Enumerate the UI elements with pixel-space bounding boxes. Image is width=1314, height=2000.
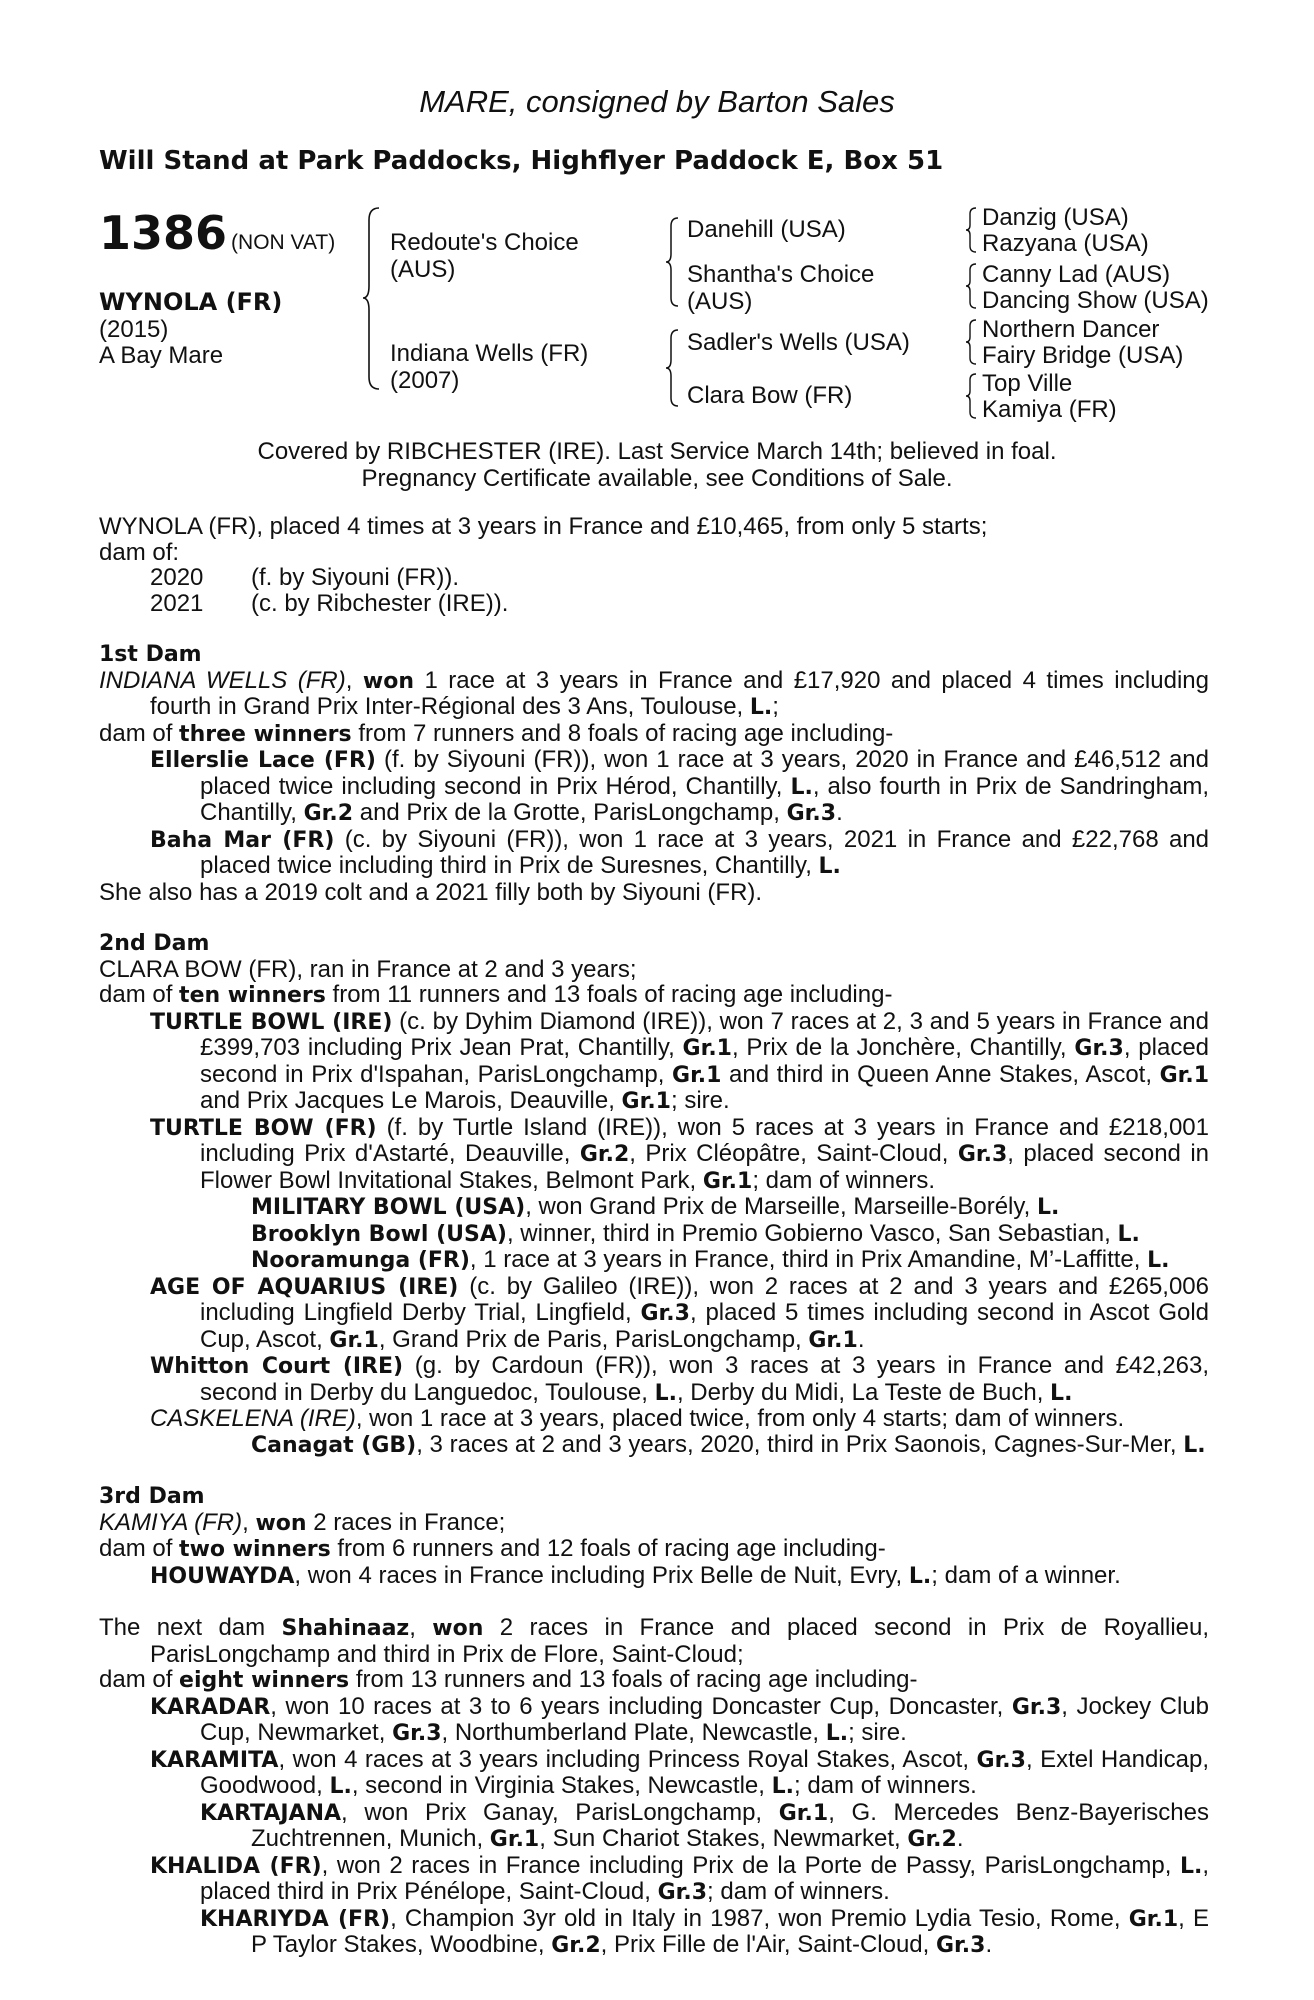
produce-text: , won 10 races at 3 to 6 years including Doncaster Cup, Doncaster, [270, 1692, 1004, 1720]
damof-label: dam of [99, 981, 173, 1008]
lot-header [99, 206, 335, 260]
produce-entry [99, 1853, 1209, 1906]
produce-text: , Northumberland Plate, Newcastle, [441, 1719, 820, 1746]
first-dam-record: INDIANA WELLS (FR), won 1 race at 3 years in France and £17,920 and placed 4 times including fourth in Grand Prix Inter-Régional des 3 Ans, Toulouse, L.; [99, 666, 1209, 720]
grade-label: Gr.1 [329, 1327, 379, 1353]
produce-name: KARTAJANA [200, 1800, 342, 1826]
produce-text: , placed second in Prix d'Ispahan, ParisLongchamp, [200, 1034, 1210, 1088]
produce-entry [99, 1694, 1209, 1747]
produce-entry [99, 827, 1209, 880]
grade-label: Gr.1 [682, 1036, 732, 1061]
produce-text: (f. by Turtle Island (IRE)), won 5 races at 3 years in France and £218,001 including Prix d'Astarté, Deauville, [200, 1113, 1209, 1167]
summary-damof: dam of: [99, 538, 180, 566]
produce-text: ; dam of winners. [707, 1878, 890, 1905]
produce-name: Whitton Court (IRE) [150, 1354, 404, 1379]
pedigree-brace-dd [964, 372, 978, 420]
grade-label: Gr.1 [1159, 1062, 1210, 1088]
progeny-year: 2021 [150, 589, 204, 617]
produce-text: , placed 5 times including second in Ascot Gold Cup, Ascot, [200, 1299, 1210, 1353]
produce-entry [99, 747, 1209, 827]
grade-label: Gr.3 [657, 1880, 708, 1905]
covering-info [0, 438, 1314, 492]
fourth-dam-produce [99, 1667, 1209, 1694]
foaling-year: (2015) [99, 316, 169, 343]
grade-label: Gr.3 [957, 1142, 1008, 1167]
third-dam-produce [99, 1536, 1209, 1563]
grade-label: Gr.1 [489, 1827, 540, 1852]
grade-label: L. [908, 1563, 932, 1589]
won-label: won [255, 1510, 307, 1536]
grade-label: Gr.2 [579, 1142, 630, 1167]
produce-text: , placed third in Prix Pénélope, Saint-Cloud, [200, 1851, 1210, 1905]
grandproduce-entry [99, 1194, 1209, 1221]
pedigree-dds: Top Ville [982, 370, 1073, 397]
progeny-year: 2020 [150, 564, 204, 591]
damof-label: dam of [99, 719, 173, 747]
produce-text: (c. by Dyhim Diamond (IRE)), won 7 races at 2, 3 and 5 years in France and £399,703 including Prix Jean Prat, Chantilly, [200, 1007, 1209, 1061]
grade-label: L. [654, 1380, 677, 1406]
record-text: 2 races in France; [313, 1508, 506, 1536]
pedigree-sdd: Dancing Show (USA) [982, 287, 1209, 314]
produce-text: , won Grand Prix de Marseille, Marseille-Borély, [525, 1193, 1031, 1220]
produce-text: ; sire. [670, 1087, 730, 1114]
produce-text: , won 4 races at 3 years including Princess Royal Stakes, Ascot, [278, 1745, 970, 1773]
grade-label: Gr.3 [640, 1301, 690, 1326]
pedigree-sire [390, 229, 579, 283]
produce-text: . [836, 799, 843, 826]
grade-label: Gr.3 [786, 801, 837, 826]
damof-rest: from 11 runners and 13 foals of racing age including- [332, 981, 893, 1008]
produce-name: Baha Mar (FR) [150, 827, 335, 853]
produce-text: ; sire. [848, 1719, 907, 1746]
next-dam-lead: The next dam [99, 1614, 266, 1641]
produce-entry [99, 1563, 1209, 1590]
produce-text: and Prix de la Grotte, ParisLongchamp, [359, 799, 780, 826]
produce-text: . [985, 1931, 993, 1958]
produce-text: , winner, third in Premio Gobierno Vasco, San Sebastian, [506, 1219, 1111, 1247]
produce-text: . [857, 1325, 865, 1353]
produce-name: Nooramunga (FR) [251, 1248, 470, 1273]
grade-label: L. [771, 1774, 794, 1799]
second-dam-produce [99, 982, 1209, 1009]
produce-text: , Sun Chariot Stakes, Newmarket, [539, 1825, 901, 1852]
produce-entry [99, 1353, 1209, 1406]
produce-name: AGE OF AQUARIUS (IRE) [150, 1274, 459, 1300]
produce-text: ; dam of winners. [752, 1166, 936, 1194]
produce-name: KHARIYDA (FR) [200, 1906, 391, 1932]
won-label: won [432, 1616, 484, 1641]
third-dam-name: KAMIYA (FR) [99, 1508, 243, 1536]
grade-label: Gr.1 [621, 1089, 671, 1114]
grade-label: L. [749, 695, 773, 720]
produce-text: (f. by Siyouni (FR)), won 1 race at 3 years, 2020 in France and £46,512 and placed twice including second in Prix Hérod, Chantilly, [200, 746, 1210, 800]
second-dam-heading: 2nd Dam [99, 931, 210, 956]
produce-name: CASKELENA (IRE) [150, 1405, 356, 1432]
pedigree-notes [99, 514, 1209, 1959]
produce-entry [99, 1406, 1209, 1432]
pedigree-brace-ds [964, 318, 978, 366]
grandproduce-entry [99, 1432, 1209, 1459]
produce-name: Ellerslie Lace (FR) [150, 748, 376, 773]
grandproduce-entry [99, 1247, 1209, 1274]
produce-name: KARAMITA [150, 1747, 279, 1773]
produce-name: TURTLE BOW (FR) [150, 1115, 377, 1141]
pedigree-dss: Northern Dancer [982, 316, 1160, 343]
produce-text: , 3 races at 2 and 3 years, 2020, third in Prix Saonois, Cagnes-Sur-Mer, [416, 1430, 1177, 1458]
winners-count: ten winners [179, 983, 326, 1008]
record-text: 1 race at 3 years in France and £17,920 and placed 4 times including fourth in Grand Prix Inter-Régional des 3 Ans, Toulouse, [150, 666, 1209, 720]
first-dam-heading: 1st Dam [99, 642, 202, 667]
grade-label: L. [1147, 1248, 1170, 1273]
produce-text: , also fourth in Prix de Sandringham, Chantilly, [200, 772, 1209, 826]
grade-label: Gr.1 [808, 1327, 858, 1353]
produce-text: (g. by Cardoun (FR)), won 3 races at 3 years in France and £42,263, second in Derby du Languedoc, Toulouse, [200, 1352, 1209, 1406]
grade-label: L. [818, 854, 841, 879]
pedigree-sds: Canny Lad (AUS) [982, 261, 1171, 288]
record-text: 2 races in France and placed second in Prix de Royallieu, ParisLongchamp and third in Prix de Flore, Saint-Cloud; [150, 1614, 1210, 1668]
pedigree-dsd: Fairy Bridge (USA) [982, 342, 1184, 369]
produce-text: ; dam of a winner. [931, 1561, 1121, 1589]
grandproduce-entry [99, 1906, 1209, 1959]
grade-label: L. [1183, 1432, 1206, 1458]
produce-entry [99, 1115, 1209, 1195]
produce-name: TURTLE BOWL (IRE) [150, 1009, 393, 1035]
produce-text: , placed second in Flower Bowl Invitational Stakes, Belmont Park, [200, 1140, 1210, 1194]
consignor-heading: MARE, consigned by Barton Sales [419, 84, 895, 119]
grade-label: Gr.2 [551, 1933, 601, 1958]
separator: , [242, 1508, 249, 1536]
grade-label: Gr.1 [672, 1062, 722, 1088]
produce-name: KARADAR [150, 1694, 271, 1720]
grade-label: L. [825, 1721, 849, 1746]
produce-name: Brooklyn Bowl (USA) [251, 1221, 507, 1247]
second-dam-record: CLARA BOW (FR), ran in France at 2 and 3 years; [99, 955, 637, 983]
produce-text: . [956, 1825, 964, 1852]
grade-label: Gr.3 [976, 1747, 1026, 1773]
progeny-row [99, 591, 1209, 617]
produce-text: , won Prix Ganay, ParisLongchamp, [341, 1798, 763, 1826]
fourth-dam-record [99, 1615, 1209, 1667]
dam-year: (2007) [390, 367, 460, 394]
pedigree-dam [390, 340, 588, 394]
produce-text: and third in Queen Anne Stakes, Ascot, [729, 1060, 1153, 1088]
winners-count: eight winners [179, 1668, 350, 1693]
produce-text: (c. by Siyouni (FR)), won 1 race at 3 years, 2021 in France and £22,768 and placed twice including third in Prix de Suresnes, Chantilly, [200, 825, 1210, 879]
first-dam-name: INDIANA WELLS (FR) [99, 666, 346, 694]
grade-label: L. [1050, 1380, 1073, 1406]
sire-name: Redoute's Choice [390, 229, 579, 256]
grade-label: Gr.1 [702, 1168, 753, 1194]
progeny-text: (c. by Ribchester (IRE)). [251, 589, 509, 617]
damof-rest: from 13 runners and 13 foals of racing age including- [355, 1666, 918, 1693]
winners-count: three winners [179, 721, 352, 747]
horse-name: WYNOLA (FR) [99, 288, 283, 316]
grade-label: Gr.3 [1011, 1694, 1062, 1720]
winners-count: two winners [179, 1537, 331, 1562]
vat-status: (NON VAT) [231, 231, 336, 254]
sire-country: (AUS) [390, 256, 456, 283]
produce-text: , E P Taylor Stakes, Woodbine, [251, 1904, 1210, 1958]
grandproduce-entry [99, 1221, 1209, 1248]
pedigree-sd-country: (AUS) [687, 288, 753, 315]
won-label: won [362, 668, 414, 694]
fourth-dam-name: Shahinaaz [281, 1616, 410, 1641]
progeny-row [99, 565, 1209, 591]
grade-label: L. [790, 774, 813, 800]
damof-label: dam of [99, 1535, 173, 1562]
pedigree-brace-main [361, 206, 381, 391]
stand-location: Will Stand at Park Paddocks, Highflyer Paddock E, Box 51 [99, 146, 944, 176]
grade-label: Gr.1 [1128, 1906, 1179, 1932]
grade-label: Gr.2 [303, 801, 354, 826]
produce-name: KHALIDA (FR) [150, 1853, 322, 1879]
horse-description: A Bay Mare [99, 342, 224, 369]
covered-line: Covered by RIBCHESTER (IRE). Last Service March 14th; believed in foal. [257, 438, 1057, 465]
pedigree-brace-ss [964, 206, 978, 254]
pedigree-sd [687, 261, 874, 315]
produce-text: and Prix Jacques Le Marois, Deauville, [200, 1087, 615, 1114]
produce-text: (c. by Galileo (IRE)), won 2 races at 2 and 3 years and £265,006 including Lingfield Derby Trial, Lingfield, [200, 1272, 1210, 1326]
pedigree-dd: Clara Bow (FR) [687, 382, 853, 409]
damof-label: dam of [99, 1666, 173, 1693]
pedigree-brace-sd [964, 262, 978, 310]
pedigree-ssd: Razyana (USA) [982, 230, 1149, 257]
progeny-text: (f. by Siyouni (FR)). [251, 564, 460, 591]
produce-text: , won 2 races in France including Prix de la Porte de Passy, ParisLongchamp, [321, 1851, 1172, 1879]
produce-text: , second in Virginia Stakes, Newcastle, [351, 1772, 765, 1799]
grade-label: L. [1117, 1221, 1140, 1247]
produce-text: , Prix Fille de l'Air, Saint-Cloud, [600, 1931, 930, 1958]
grade-label: Gr.3 [936, 1933, 986, 1958]
produce-text: , won 4 races in France including Prix Belle de Nuit, Evry, [294, 1561, 903, 1589]
produce-name: HOUWAYDA [150, 1563, 295, 1589]
produce-text: , Champion 3yr old in Italy in 1987, won Premio Lydia Tesio, Rome, [390, 1904, 1121, 1932]
third-dam-record [99, 1510, 1209, 1537]
grade-label: Gr.3 [392, 1721, 442, 1746]
grandproduce-entry [99, 1800, 1209, 1853]
third-dam-heading: 3rd Dam [99, 1484, 205, 1509]
pedigree-brace-sire [664, 216, 680, 308]
produce-name: MILITARY BOWL (USA) [251, 1195, 526, 1220]
produce-text: , Prix de la Jonchère, Chantilly, [731, 1034, 1067, 1061]
first-dam-produce [99, 721, 1209, 748]
produce-text: ; dam of winners. [794, 1772, 977, 1799]
grade-label: Gr.2 [907, 1827, 957, 1852]
pregnancy-line: Pregnancy Certificate available, see Conditions of Sale. [361, 465, 953, 492]
produce-text: , won 1 race at 3 years, placed twice, from only 4 starts; dam of winners. [355, 1405, 1125, 1432]
pedigree-ss: Danehill (USA) [687, 216, 846, 243]
produce-name: Canagat (GB) [251, 1432, 417, 1458]
produce-text: , Grand Prix de Paris, ParisLongchamp, [378, 1325, 802, 1353]
produce-text: , Extel Handicap, Goodwood, [200, 1745, 1210, 1799]
produce-text: , 1 race at 3 years in France, third in Prix Amandine, M’-Laffitte, [469, 1246, 1141, 1273]
produce-text: , Derby du Midi, La Teste de Buch, [676, 1378, 1044, 1406]
produce-text: , Prix Cléopâtre, Saint-Cloud, [629, 1140, 949, 1167]
damof-rest: from 7 runners and 8 foals of racing age including- [358, 719, 894, 747]
produce-entry [99, 1274, 1209, 1354]
pedigree-sss: Danzig (USA) [982, 204, 1129, 231]
first-dam-also: She also has a 2019 colt and a 2021 filly both by Siyouni (FR). [99, 878, 763, 906]
pedigree-brace-dam [664, 328, 680, 408]
pedigree-sd-name: Shantha's Choice [687, 261, 875, 288]
record-end: ; [772, 693, 779, 720]
grade-label: L. [1036, 1195, 1060, 1220]
produce-entry [99, 1009, 1209, 1115]
produce-entry [99, 1747, 1209, 1800]
summary-line: WYNOLA (FR), placed 4 times at 3 years in France and £10,465, from only 5 starts; [99, 513, 988, 540]
dam-name: Indiana Wells (FR) [390, 340, 589, 367]
damof-rest: from 6 runners and 12 foals of racing age including- [337, 1535, 886, 1562]
pedigree-ddd: Kamiya (FR) [982, 396, 1117, 423]
grade-label: Gr.3 [1074, 1036, 1124, 1061]
produce-text: , Jockey Club Cup, Newmarket, [200, 1692, 1210, 1746]
produce-text: , G. Mercedes Benz-Bayerisches Zuchtrennen, Munich, [251, 1798, 1209, 1852]
grade-label: Gr.1 [778, 1800, 829, 1826]
grade-label: L. [1179, 1853, 1203, 1879]
lot-number: 1386 [99, 206, 228, 260]
grade-label: L. [329, 1774, 352, 1799]
separator: , [409, 1614, 416, 1641]
pedigree-ds: Sadler's Wells (USA) [687, 329, 910, 356]
